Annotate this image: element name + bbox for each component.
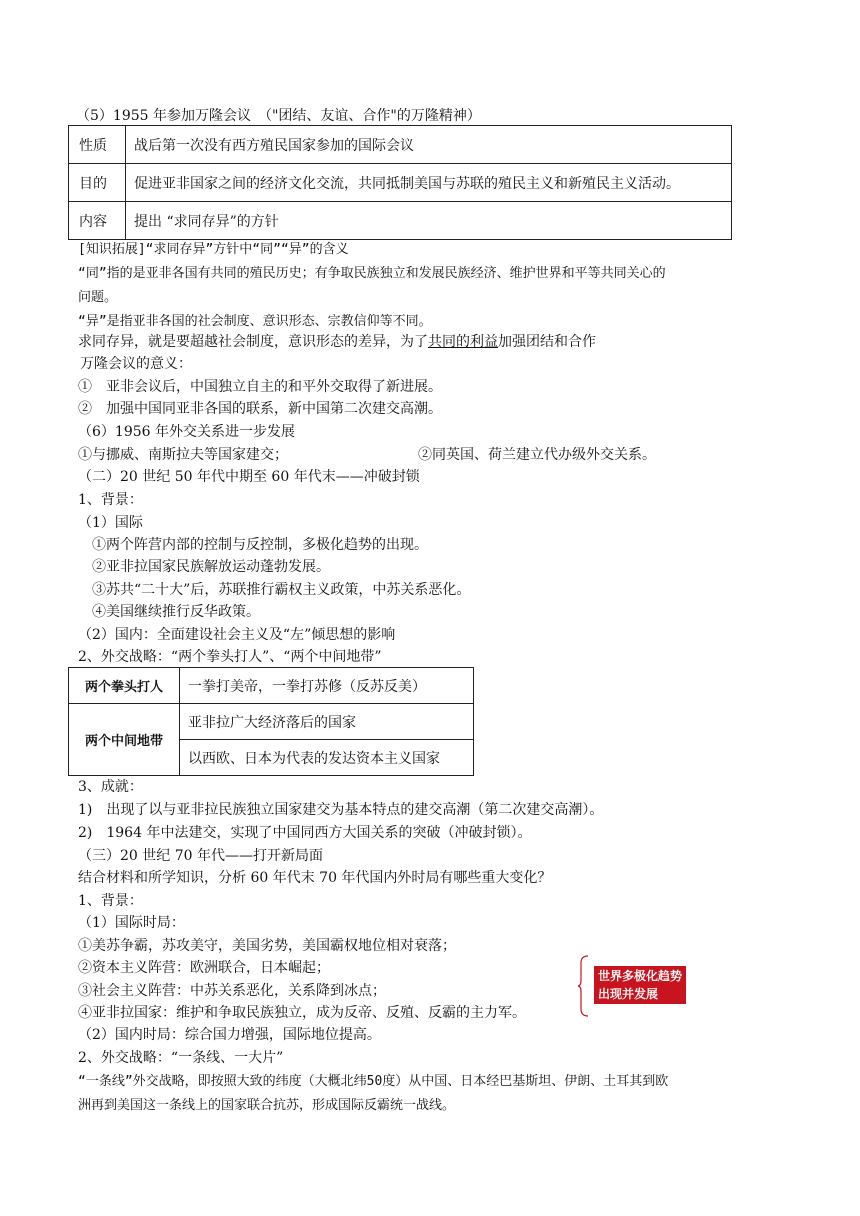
meaning-item: ② 加强中国同亚非各国的联系，新中国第二次建交高潮。: [78, 401, 442, 417]
international-item: ③苏共“二十大”后，苏联推行霸权主义政策，中苏关系恶化。: [92, 582, 471, 598]
achievement-item: 2) 1964 年中法建交，实现了中国同西方大国关系的突破（冲破封锁）。: [78, 825, 532, 841]
domestic-line: （2）国内：全面建设社会主义及“左”倾思想的影响: [78, 627, 396, 643]
international-item: ②资本主义阵营：欧洲联合，日本崛起；: [78, 960, 330, 976]
table-key: 目的: [69, 164, 126, 202]
section-6-item-a: ①与挪威、南斯拉夫等国家建交；: [78, 447, 288, 463]
table-value: 提出 “求同存异”的方针: [126, 202, 732, 240]
achievement-item: 1) 出现了以与亚非拉民族独立国家建交为基本特点的建交高潮（第二次建交高潮）。: [78, 802, 604, 818]
table-row: [69, 202, 732, 240]
background-heading: 1、背景：: [78, 492, 143, 508]
table-key: 两个中间地带: [69, 704, 180, 776]
international-item: ①两个阵营内部的控制与反控制，多极化趋势的出现。: [92, 537, 428, 553]
strategy-table: [68, 667, 474, 776]
international-item: ③社会主义阵营：中苏关系恶化，关系降到冰点；: [78, 983, 386, 999]
strategy-heading: 2、外交战略：“一条线、一大片”: [78, 1050, 284, 1066]
international-item: ①美苏争霸，苏攻美守，美国劣势，美国霸权地位相对衰落；: [78, 938, 456, 954]
table-value: 亚非拉广大经济落后的国家: [180, 704, 474, 740]
tong-line-1: “同”指的是亚非各国有共同的殖民历史；有争取民族独立和发展民族经济、维护世界和平等共同关心的: [78, 266, 666, 281]
table-row: [69, 126, 732, 164]
meaning-title: 万隆会议的意义：: [80, 356, 192, 372]
table-value: 促进亚非国家之间的经济文化交流，共同抵制美国与苏联的殖民主义和新殖民主义活动。: [126, 164, 732, 202]
multipolar-trend-box: 世界多极化趋势出现并发展: [594, 966, 686, 1004]
one-line-text-2: 洲再到美国这一条线上的国家联合抗苏，形成国际反霸统一战线。: [78, 1098, 456, 1113]
meaning-item: ① 亚非会议后，中国独立自主的和平外交取得了新进展。: [78, 379, 442, 395]
domestic-line: （2）国内时局：综合国力增强，国际地位提高。: [78, 1027, 381, 1043]
table-row: [69, 668, 474, 704]
table-value: 战后第一次没有西方殖民国家参加的国际会议: [126, 126, 732, 164]
qiutongcunyi-line: [78, 332, 596, 352]
table-value: 一拳打美帝，一拳打苏修（反苏反美）: [180, 668, 474, 704]
question-line: 结合材料和所学知识，分析 60 年代末 70 年代国内外时局有哪些重大变化？: [78, 870, 552, 886]
section-6-item-b: ②同英国、荷兰建立代办级外交关系。: [418, 447, 656, 463]
qiutongcunyi-text: 求同存异，就是要超越社会制度，意识形态的差异，为了: [78, 334, 428, 350]
international-item: ④亚非拉国家：维护和争取民族独立，成为反帝、反殖、反霸的主力军。: [78, 1005, 526, 1021]
common-interest-text: 共同的利益: [428, 334, 498, 350]
international-heading: （1）国际时局：: [78, 915, 185, 931]
section-2-heading: （二）20 世纪 50 年代中期至 60 年代末——冲破封锁: [78, 469, 420, 485]
international-heading: （1）国际: [78, 515, 143, 531]
strategy-heading: 2、外交战略：“两个拳头打人”、“两个中间地带”: [78, 649, 382, 665]
table-key: 两个拳头打人: [69, 668, 180, 704]
table-row: [69, 704, 474, 740]
table-key: 性质: [69, 126, 126, 164]
brace-icon: [578, 955, 590, 1017]
table-key: 内容: [69, 202, 126, 240]
table-row: [69, 164, 732, 202]
international-item: ④美国继续推行反华政策。: [92, 604, 260, 620]
section-5-heading: （5）1955 年参加万隆会议 （"团结、友谊、合作"的万隆精神）: [76, 108, 481, 124]
achievement-heading: 3、成就：: [78, 779, 143, 795]
one-line-text-1: “一条线”外交战略，即按照大致的纬度（大概北纬50度）从中国、日本经巴基斯坦、伊朗、土耳其到欧: [78, 1074, 669, 1089]
background-heading: 1、背景：: [78, 893, 143, 909]
international-item: ②亚非拉国家民族解放运动蓬勃发展。: [92, 559, 330, 575]
section-3-heading: （三）20 世纪 70 年代——打开新局面: [78, 848, 323, 864]
knowledge-extension-title: [知识拓展]“求同存异”方针中“同”“异”的含义: [78, 242, 349, 257]
qiutongcunyi-text-end: 加强团结和合作: [498, 334, 596, 350]
tong-line-2: 问题。: [78, 290, 118, 305]
section-6-heading: （6）1956 年外交关系进一步发展: [78, 424, 295, 440]
bandung-table: [68, 125, 732, 240]
table-value: 以西欧、日本为代表的发达资本主义国家: [180, 740, 474, 776]
yi-line: “异”是指亚非各国的社会制度、意识形态、宗教信仰等不同。: [78, 314, 432, 329]
